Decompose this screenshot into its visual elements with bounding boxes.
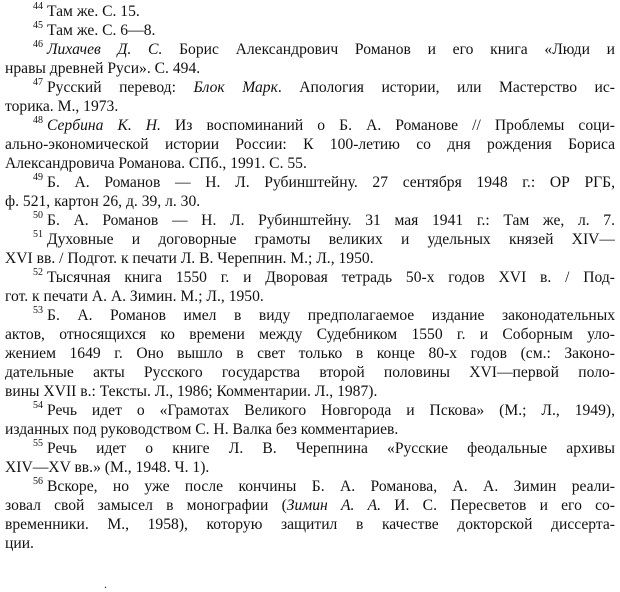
footnote-56-cont: временники. М., 1958), которую защитил в качестве докторской диссерта- (5, 516, 615, 533)
footnote-number: 49 (33, 173, 43, 183)
footnote-45 (5, 21, 615, 40)
footnote-46 (5, 40, 615, 59)
footnote-53-cont: дательные акты Русского государства второй половины XVI—первой поло- (5, 364, 615, 381)
footnote-author: Лихачев Д. С. (47, 41, 163, 58)
footnote-text: Б. А. Романов — Н. Л. Рубинштейну. 27 сентября 1948 г.: ОР РГБ, (47, 174, 615, 191)
footnote-number: 54 (33, 401, 43, 411)
footnote-number: 44 (33, 2, 43, 12)
footnote-text: . Апология истории, или Мастерство ис- (277, 79, 615, 96)
footnote-text: Борис Александрович Романов и его книга «Люди и (162, 41, 615, 58)
footnote-text: Речь идет о книге Л. В. Черепнина «Русские феодальные архивы (47, 440, 615, 457)
footnote-56-cont: ции. (5, 535, 34, 552)
footnote-text: Духовные и договорные грамоты великих и удельных князей XIV— (47, 231, 615, 248)
footnote-50 (5, 211, 615, 230)
footnote-author: Сербина К. Н. (47, 117, 161, 134)
footnote-49-cont: ф. 521, картон 26, д. 39, л. 30. (5, 193, 201, 210)
footnote-55-cont: XIV—XV вв.» (М., 1948. Ч. 1). (5, 459, 210, 476)
footnote-number: 45 (33, 21, 43, 31)
footnote-text: Б. А. Романов — Н. Л. Рубинштейну. 31 мая 1941 г.: Там же, л. 7. (47, 212, 615, 229)
footnote-author: Зимин А. А. (286, 497, 382, 514)
footnote-51-cont: XVI вв. / Подгот. к печати Л. В. Черепнин. М.; Л., 1950. (5, 250, 374, 267)
footnote-text: Там же. С. 6—8. (47, 22, 156, 39)
footnote-number: 52 (33, 268, 43, 278)
footnote-48 (5, 116, 615, 135)
footnote-55 (5, 439, 615, 458)
footnote-text: зовал свой замысел в монографии ( (5, 497, 287, 514)
footnote-text: Тысячная книга 1550 г. и Дворовая тетрадь 50-х годов XVI в. / Под- (47, 269, 615, 286)
footnote-47-cont: торика. М., 1973. (5, 98, 119, 115)
footnote-53-cont: жением 1649 г. Оно вышло в свет только в конце 80-х годов (см.: Законо- (5, 345, 615, 362)
footnotes (5, 2, 615, 553)
footnote-number: 51 (33, 230, 43, 240)
footnote-number: 48 (33, 116, 43, 126)
footnote-44 (5, 2, 615, 21)
footnote-author: Блок Марк (193, 79, 278, 96)
footnote-text: Речь идет о «Грамотах Великого Новгорода и Пскова» (М.; Л., 1949), (47, 402, 615, 419)
footnote-48-cont: ально-экономической истории России: К 100-летию со дня рождения Бориса (5, 136, 615, 153)
footnote-number: 47 (33, 78, 43, 88)
footnote-53-cont: вины XVII в.: Тексты. Л., 1986; Комментарии. Л., 1987). (5, 383, 378, 400)
page-mark: . (104, 577, 107, 591)
footnote-number: 56 (33, 477, 43, 487)
footnote-56 (5, 477, 615, 496)
footnote-48-cont: Александровича Романова. СПб., 1991. С. 55. (5, 155, 307, 172)
footnote-51 (5, 230, 615, 249)
footnote-text: Из воспоминаний о Б. А. Романове // Проблемы соци- (160, 117, 615, 134)
footnote-47 (5, 78, 615, 97)
footnote-49 (5, 173, 615, 192)
footnote-text: Там же. С. 15. (47, 3, 140, 20)
footnote-number: 53 (33, 306, 43, 316)
footnote-53 (5, 306, 615, 325)
footnote-52 (5, 268, 615, 287)
footnote-46-cont: нравы древней Руси». С. 494. (5, 60, 201, 77)
footnote-52-cont: гот. к печати А. А. Зимин. М.; Л., 1950. (5, 288, 264, 305)
footnote-number: 50 (33, 211, 43, 221)
footnote-54-cont: изданных под руководством С. Н. Валка без комментариев. (5, 421, 399, 438)
footnote-text: Б. А. Романов имел в виду предполагаемое издание законодательных (47, 307, 615, 324)
footnote-number: 55 (33, 439, 43, 449)
footnote-text: И. С. Пересветов и его со- (381, 497, 615, 514)
footnote-text: Вскоре, но уже после кончины Б. А. Романова, А. А. Зимин реали- (47, 478, 615, 495)
footnote-54 (5, 401, 615, 420)
footnote-56-cont (5, 496, 615, 515)
footnote-number: 46 (33, 40, 43, 50)
footnote-text: Русский перевод: (47, 79, 194, 96)
footnote-53-cont: актов, относящихся ко времени между Судебником 1550 г. и Соборным уло- (5, 326, 615, 343)
